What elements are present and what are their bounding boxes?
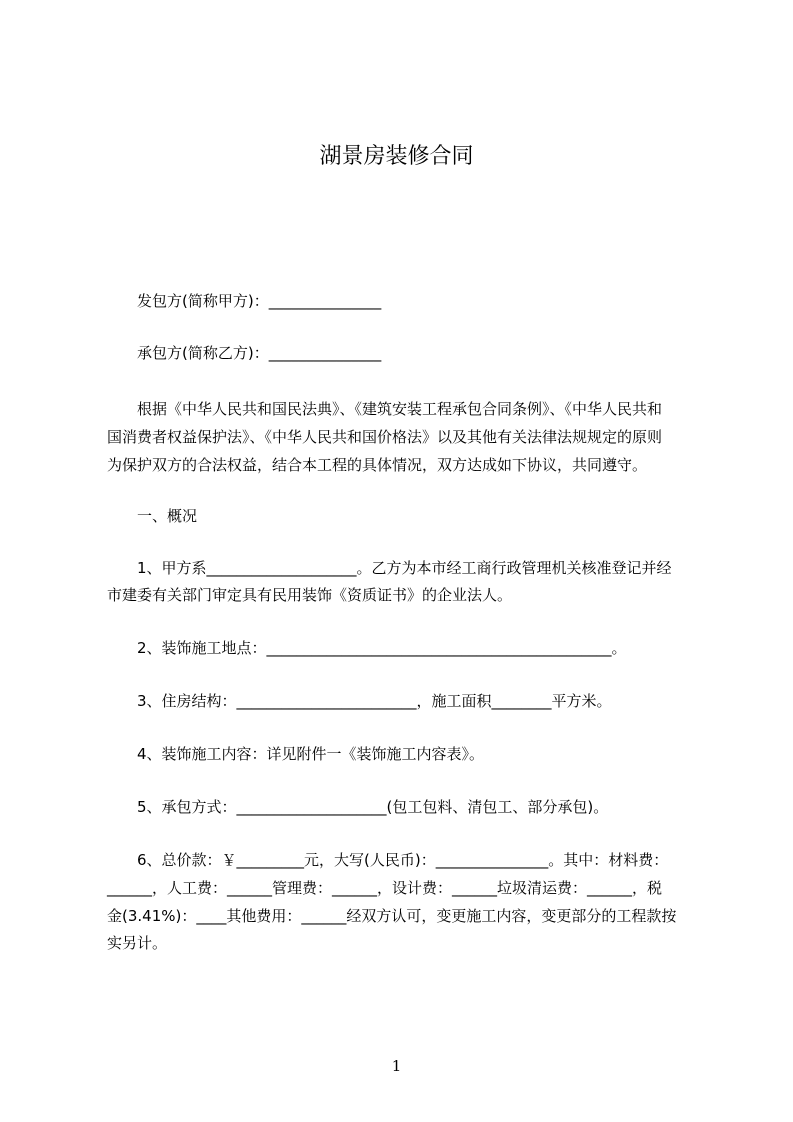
item-6-line-1: 6、总价款：￥_________元，大写(人民币)：_______________。其中：材料费： — [137, 851, 669, 869]
preamble-line-2: 国消费者权益保护法》、《中华人民共和国价格法》以及其他有关法律法规规定的原则 — [107, 428, 663, 446]
party-b-line: 承包方(简称乙方)：_______________ — [137, 344, 382, 362]
item-1-line-2: 市建委有关部门审定具有民用装饰《资质证书》的企业法人。 — [107, 586, 513, 604]
party-a-line: 发包方(简称甲方)：_______________ — [137, 292, 382, 310]
section-1-heading: 一、概况 — [137, 507, 198, 525]
item-5-line: 5、承包方式：____________________(包工包料、清包工、部分承包)。 — [137, 798, 609, 816]
page-number: 1 — [391, 1057, 402, 1075]
preamble-line-1: 根据《中华人民共和国民法典》、《建筑安装工程承包合同条例》、《中华人民共和 — [137, 400, 663, 418]
document-title: 湖景房装修合同 — [319, 144, 474, 169]
item-3-line: 3、住房结构：________________________，施工面积________平方米。 — [137, 692, 612, 710]
item-6-line-2: ______，人工费：______管理费：______，设计费：______垃圾清运费：______，税 — [107, 879, 663, 897]
item-4-line: 4、装饰施工内容：详见附件一《装饰施工内容表》。 — [137, 745, 485, 763]
item-1-line-1: 1、甲方系____________________。乙方为本市经工商行政管理机关核准登记并经 — [137, 559, 672, 577]
item-6-line-3: 金(3.41%)：____其他费用：______经双方认可，变更施工内容，变更部分的工程款按 — [107, 907, 677, 925]
preamble-line-3: 为保护双方的合法权益，结合本工程的具体情况，双方达成如下协议，共同遵守。 — [107, 456, 648, 474]
item-2-line: 2、装饰施工地点：______________________________________________。 — [137, 639, 627, 657]
item-6-line-4: 实另计。 — [107, 934, 168, 952]
